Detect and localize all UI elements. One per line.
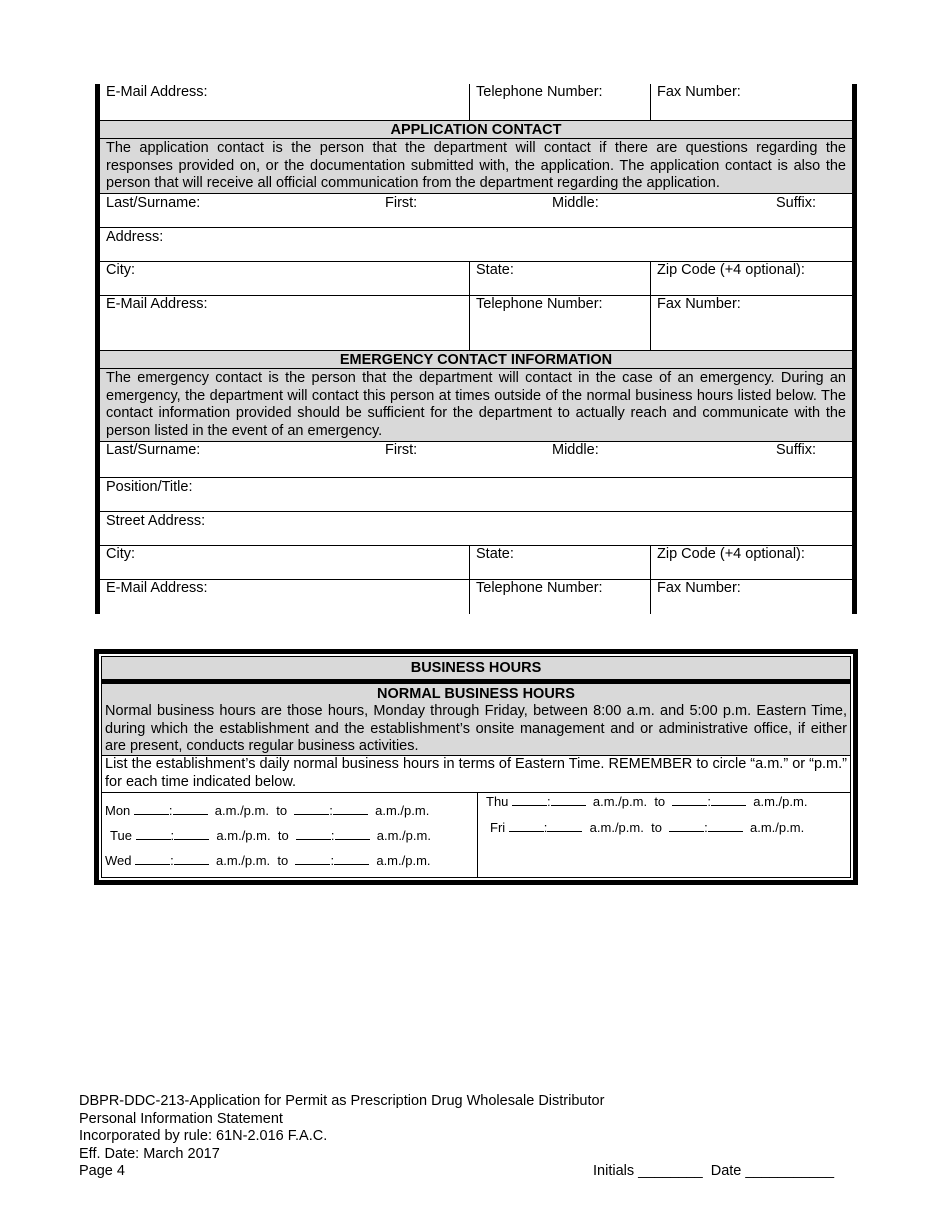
app-address-label: Address: bbox=[106, 229, 164, 245]
normal-hours-description: Normal business hours are those hours, Monday through Friday, between 8:00 a.m. and 5:00 p.m. Eastern Time, during which the establishment and the establishment’s onsite management and or administrative office, if either are present, conducts regular business activities. bbox=[105, 703, 847, 754]
emergency-contact-name-row[interactable] bbox=[100, 442, 852, 478]
wed-open-hour[interactable] bbox=[135, 853, 170, 865]
mon-open-hour[interactable] bbox=[134, 803, 169, 815]
em-state-field[interactable] bbox=[469, 546, 650, 579]
hours-instructions-row bbox=[102, 756, 850, 793]
mon-open-min[interactable] bbox=[173, 803, 208, 815]
footer-signoff bbox=[593, 1163, 834, 1181]
tue-close-ampm[interactable]: a.m./p.m. bbox=[376, 828, 431, 843]
footer-form-title: DBPR-DDC-213-Application for Permit as Prescription Drug Wholesale Distributor bbox=[79, 1093, 605, 1109]
fri-close-ampm[interactable]: a.m./p.m. bbox=[750, 820, 805, 835]
top-fax-label: Fax Number: bbox=[657, 84, 741, 100]
app-city-field[interactable] bbox=[100, 262, 469, 295]
footer-eff-date: Eff. Date: March 2017 bbox=[79, 1145, 220, 1162]
application-contact-description: The application contact is the person that the department will contact if there are questions regarding the responses provided on, or the documentation submitted with, the application. The application contact is also the person that will receive all official communication from the department regarding the application. bbox=[106, 140, 846, 191]
fri-hours-line: Fri : a.m./p.m. to : a.m./p.m. bbox=[490, 820, 805, 835]
thu-open-min[interactable] bbox=[551, 794, 586, 806]
tue-label: Tue bbox=[110, 828, 132, 843]
footer-form-subtitle: Personal Information Statement bbox=[79, 1110, 283, 1127]
tue-close-min[interactable] bbox=[335, 828, 370, 840]
top-email-field[interactable] bbox=[100, 84, 469, 120]
app-suffix-label: Suffix: bbox=[776, 195, 817, 211]
thu-label: Thu bbox=[486, 794, 509, 809]
wed-open-ampm[interactable]: a.m./p.m. bbox=[215, 853, 271, 868]
mon-close-hour[interactable] bbox=[294, 803, 329, 815]
tue-open-ampm[interactable]: a.m./p.m. bbox=[216, 828, 271, 843]
tue-open-min[interactable] bbox=[174, 828, 209, 840]
business-hours-inner bbox=[101, 656, 851, 878]
hours-grid-divider bbox=[477, 793, 478, 877]
thu-open-ampm[interactable]: a.m./p.m. bbox=[592, 794, 648, 809]
initials-field[interactable]: Initials ________ bbox=[593, 1163, 703, 1179]
footer-rule: Incorporated by rule: 61N-2.016 F.A.C. bbox=[79, 1128, 328, 1144]
wed-hours-line: Wed : a.m./p.m. to : a.m./p.m. bbox=[105, 853, 431, 868]
emergency-contact-city-row bbox=[100, 546, 852, 580]
wed-open-min[interactable] bbox=[174, 853, 209, 865]
thu-hours-line: Thu : a.m./p.m. to : a.m./p.m. bbox=[486, 794, 808, 809]
wed-close-hour[interactable] bbox=[295, 853, 330, 865]
em-last-label: Last/Surname: bbox=[106, 442, 201, 458]
fri-label: Fri bbox=[490, 820, 506, 835]
app-zip-label: Zip Code (+4 optional): bbox=[657, 262, 805, 278]
app-zip-field[interactable] bbox=[650, 262, 852, 295]
em-email-field[interactable] bbox=[100, 580, 469, 614]
emergency-contact-description-row bbox=[100, 369, 852, 442]
tue-open-hour[interactable] bbox=[136, 828, 171, 840]
wed-label: Wed bbox=[105, 853, 132, 868]
business-hours-box bbox=[94, 649, 858, 885]
mon-close-min[interactable] bbox=[333, 803, 368, 815]
em-fax-label: Fax Number: bbox=[657, 580, 741, 596]
thu-to: to bbox=[654, 794, 666, 809]
contact-form-table bbox=[95, 84, 857, 614]
thu-close-min[interactable] bbox=[711, 794, 746, 806]
em-street-label: Street Address: bbox=[106, 513, 206, 529]
app-phone-field[interactable] bbox=[469, 296, 650, 350]
fri-to: to bbox=[651, 820, 662, 835]
application-contact-name-row[interactable] bbox=[100, 194, 852, 228]
em-zip-field[interactable] bbox=[650, 546, 852, 579]
app-city-label: City: bbox=[106, 262, 135, 278]
mon-close-ampm[interactable]: a.m./p.m. bbox=[375, 803, 430, 818]
app-state-field[interactable] bbox=[469, 262, 650, 295]
top-fax-field[interactable] bbox=[650, 84, 852, 120]
fri-open-hour[interactable] bbox=[509, 820, 544, 832]
top-contact-row bbox=[100, 84, 852, 121]
em-zip-label: Zip Code (+4 optional): bbox=[657, 546, 805, 562]
app-phone-label: Telephone Number: bbox=[476, 296, 603, 312]
normal-hours-subtitle: NORMAL BUSINESS HOURS bbox=[377, 686, 575, 702]
emergency-contact-email-row bbox=[100, 580, 852, 614]
fri-close-min[interactable] bbox=[708, 820, 743, 832]
thu-close-hour[interactable] bbox=[672, 794, 707, 806]
em-state-label: State: bbox=[476, 546, 514, 562]
application-contact-address-row[interactable] bbox=[100, 228, 852, 262]
top-phone-label: Telephone Number: bbox=[476, 84, 603, 100]
top-email-label: E-Mail Address: bbox=[106, 84, 208, 100]
em-suffix-label: Suffix: bbox=[776, 442, 817, 458]
app-fax-label: Fax Number: bbox=[657, 296, 741, 312]
app-last-label: Last/Surname: bbox=[106, 195, 201, 211]
wed-close-min[interactable] bbox=[334, 853, 369, 865]
emergency-contact-street-row[interactable] bbox=[100, 512, 852, 546]
mon-label: Mon bbox=[105, 803, 131, 818]
em-first-label: First: bbox=[385, 442, 418, 458]
app-state-label: State: bbox=[476, 262, 514, 278]
emergency-contact-heading: EMERGENCY CONTACT INFORMATION bbox=[100, 351, 852, 369]
app-email-field[interactable] bbox=[100, 296, 469, 350]
fri-open-ampm[interactable]: a.m./p.m. bbox=[589, 820, 644, 835]
thu-close-ampm[interactable]: a.m./p.m. bbox=[753, 794, 808, 809]
tue-close-hour[interactable] bbox=[296, 828, 331, 840]
em-city-label: City: bbox=[106, 546, 135, 562]
wed-close-ampm[interactable]: a.m./p.m. bbox=[376, 853, 431, 868]
application-contact-city-row bbox=[100, 262, 852, 296]
top-phone-field[interactable] bbox=[469, 84, 650, 120]
em-email-label: E-Mail Address: bbox=[106, 580, 208, 596]
date-field[interactable]: Date ___________ bbox=[710, 1163, 835, 1179]
application-contact-heading: APPLICATION CONTACT bbox=[100, 121, 852, 139]
wed-to: to bbox=[277, 853, 289, 868]
mon-hours-line: Mon : a.m./p.m. to : a.m./p.m. bbox=[105, 803, 430, 818]
emergency-contact-position-row[interactable] bbox=[100, 478, 852, 512]
mon-open-ampm[interactable]: a.m./p.m. bbox=[214, 803, 269, 818]
normal-hours-block bbox=[102, 684, 850, 756]
fri-close-hour[interactable] bbox=[669, 820, 704, 832]
em-fax-field[interactable] bbox=[650, 580, 852, 614]
hours-grid bbox=[102, 793, 850, 877]
fri-open-min[interactable] bbox=[547, 820, 582, 832]
tue-to: to bbox=[277, 828, 289, 843]
em-position-label: Position/Title: bbox=[106, 479, 193, 495]
thu-open-hour[interactable] bbox=[512, 794, 547, 806]
application-contact-description-row bbox=[100, 139, 852, 194]
application-contact-email-row bbox=[100, 296, 852, 351]
mon-to: to bbox=[276, 803, 288, 818]
hours-instructions: List the establishment’s daily normal business hours in terms of Eastern Time. REMEMBER to circle “a.m.” or “p.m.” for each time indicated below. bbox=[105, 756, 847, 790]
em-phone-field[interactable] bbox=[469, 580, 650, 614]
app-middle-label: Middle: bbox=[552, 195, 599, 211]
em-phone-label: Telephone Number: bbox=[476, 580, 603, 596]
tue-hours-line: Tue : a.m./p.m. to : a.m./p.m. bbox=[110, 828, 431, 843]
app-first-label: First: bbox=[385, 195, 418, 211]
em-middle-label: Middle: bbox=[552, 442, 599, 458]
em-city-field[interactable] bbox=[100, 546, 469, 579]
business-hours-title: BUSINESS HOURS bbox=[102, 657, 850, 684]
footer-page-number: Page 4 bbox=[79, 1163, 125, 1179]
emergency-contact-description: The emergency contact is the person that the department will contact in the case of an emergency. During an emergency, the department will contact this person at times outside of the normal business hours listed below. The contact information provided should be sufficient for the department to actually reach and communicate with the person listed in the event of an emergency. bbox=[106, 370, 846, 439]
app-fax-field[interactable] bbox=[650, 296, 852, 350]
app-email-label: E-Mail Address: bbox=[106, 296, 208, 312]
